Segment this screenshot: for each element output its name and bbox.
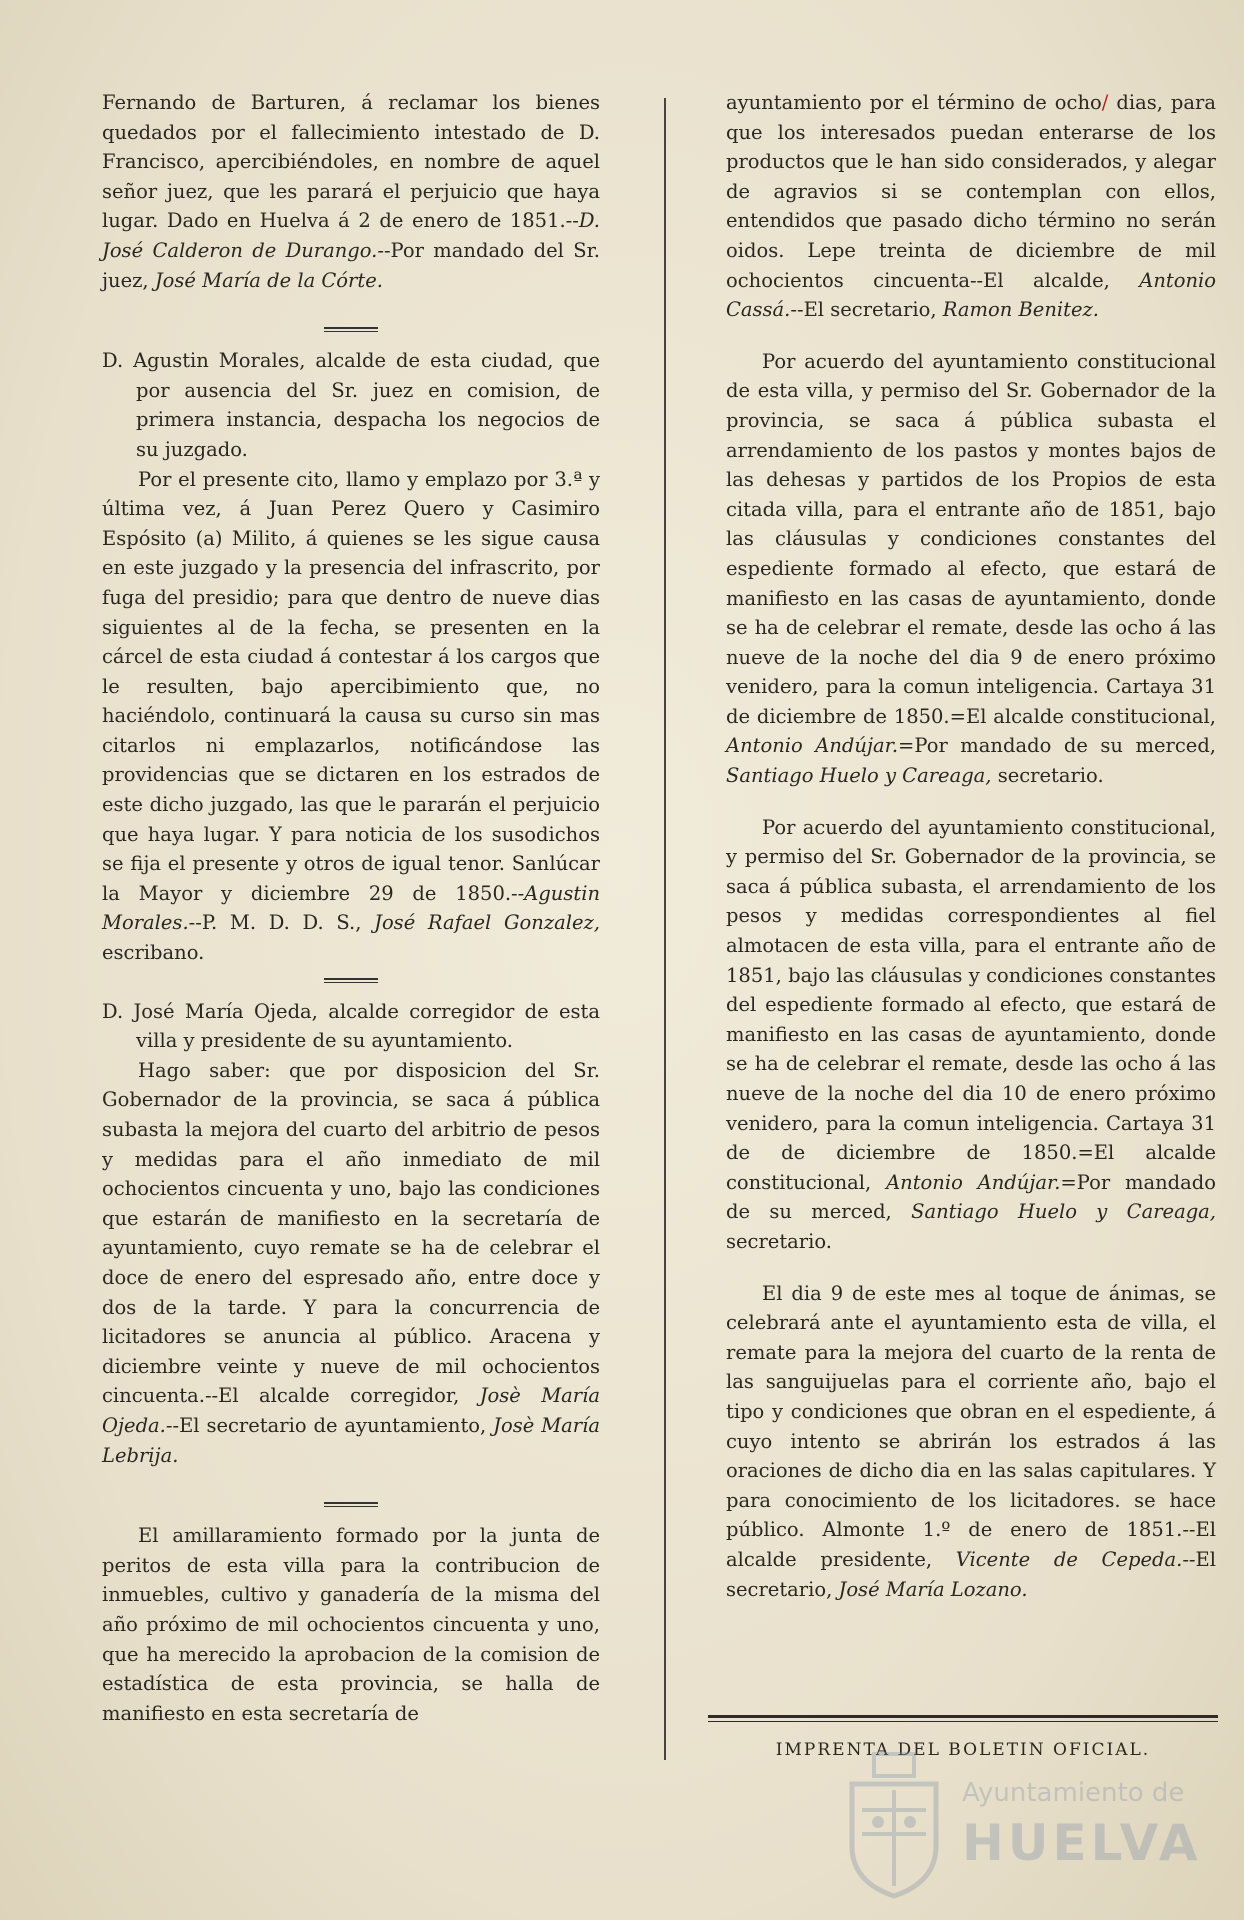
left-column <box>102 88 600 1728</box>
notice-ojeda-body: Hago saber: que por disposicion del Sr. Gobernador de la provincia, se saca á pública subasta la mejora del cuarto del arbitrio de pesos y medidas para el año inmediato de mil ochocientos cincuenta y uno, bajo las condiciones que estarán de manifiesto en la secretaría de ayuntamiento, cuyo remate se ha de celebrar el doce de enero del espresado año, entre doce y dos de la tarde. Y para la concurrencia de licitadores se anuncia al público. Aracena y diciembre veinte y nueve de mil ochocientos cincuenta.--El alcalde corregidor, Josè María Ojeda.--El secretario de ayuntamiento, Josè María Lebrija. <box>102 1058 600 1467</box>
archive-watermark <box>838 1730 1228 1910</box>
notice-sanguijuelas: El dia 9 de este mes al toque de ánimas, se celebrará ante el ayuntamiento esta de villa, el remate para la mejora del cuarto de la renta de las sanguijuelas para el corriente año, bajo el tipo y condiciones que obran en el espediente, á cuyo intento se abrirán los estrados á las oraciones de dicho dia en las salas capitulares. Y para conocimiento de los licitadores. se hace público. Almonte 1.º de enero de 1851.--El alcalde presidente, Vicente de Cepeda.--El secretario, José María Lozano. <box>726 1281 1216 1601</box>
notice-barturen: Fernando de Barturen, á reclamar los bienes quedados por el fallecimiento intestado de D. Francisco, apercibiéndoles, en nombre de aquel señor juez, que les parará el perjuicio que haya lugar. Dado en Huelva á 2 de enero de 1851.--D. José Calderon de Durango.--Por mandado del Sr. juez, José María de la Córte. <box>102 91 600 292</box>
notice-amillaramiento: El amillaramiento formado por la junta de peritos de esta villa para la contribucion de inmuebles, cultivo y ganadería de la misma del año próximo de mil ochocientos cincuenta y uno, que ha merecido la aprobacion de la comision de estadística de esta provincia, se halla de manifiesto en esta secretaría de <box>102 1524 600 1725</box>
notice-pastos-subasta: Por acuerdo del ayuntamiento constitucional de esta villa, y permiso del Sr. Gobernador de la provincia, se saca á pública subasta el arrendamiento de los pastos y montes bajos de las dehesas y partidos de los Propios de esta citada villa, para el entrante año de 1851, bajo las cláusulas y condiciones constantes del espediente formado al efecto, que estará de manifiesto en las casas de ayuntamiento, donde se ha de celebrar el remate, desde las ocho á las nueve de la noche del dia 9 de enero próximo venidero, para la comun inteligencia. Cartaya 31 de diciembre de 1850.=El alcalde constitucional, Antonio Andújar.=Por mandado de su merced, Santiago Huelo y Careaga, secretario. <box>726 349 1216 788</box>
notice-pesos-medidas: Por acuerdo del ayuntamiento constitucional, y permiso del Sr. Gobernador de la provincia, se saca á pública subasta, el arrendamiento de los pesos y medidas correspondientes al fiel almotacen de esta villa, para el entrante año de 1851, bajo las cláusulas y condiciones constantes del espediente formado al efecto, que estará de manifiesto en las casas de ayuntamiento, donde se ha de celebrar el remate, desde las ocho á las nueve de la noche del dia 10 de enero próximo venidero, para la comun inteligencia. Cartaya 31 de de diciembre de 1850.=El alcalde constitucional, Antonio Andújar.=Por mandado de su merced, Santiago Huelo y Careaga, secretario. <box>726 815 1216 1253</box>
separator-rule <box>324 1502 378 1507</box>
separator-rule <box>324 978 378 983</box>
red-pencil-mark: / <box>1101 91 1109 114</box>
notice-morales-heading: D. Agustin Morales, alcalde de esta ciudad, que por ausencia del Sr. juez en comision, de primera instancia, despacha los negocios de su juzgado. <box>102 349 600 461</box>
notice-morales-body: Por el presente cito, llamo y emplazo por 3.ª y última vez, á Juan Perez Quero y Casimiro Espósito (a) Milito, á quienes se les sigue causa en este juzgado y la presencia del infrascrito, por fuga del presidio; para que dentro de nueve dias siguientes al de la fecha, se presenten en la cárcel de esta ciudad á contestar á los cargos que le resulten, bajo apercibimiento que, no haciéndolo, continuará la causa su curso sin mas citarlos ni emplazarlos, notificándose las providencias que se dictaren en los estrados de este dicho juzgado, las que le pararán el perjuicio que haya lugar. Y para noticia de los susodichos se fija el presente y otros de igual tenor. Sanlúcar la Mayor y diciembre 29 de 1850.--Agustin Morales.--P. M. D. D. S., José Rafael Gonzalez, escribano. <box>102 467 600 965</box>
coat-of-arms-icon <box>838 1750 950 1900</box>
column-divider <box>664 98 666 1760</box>
separator-rule <box>324 327 378 332</box>
footer-rule <box>708 1715 1218 1722</box>
watermark-line2: HUELVA <box>962 1814 1202 1872</box>
watermark-line1: Ayuntamiento de <box>962 1778 1185 1808</box>
notice-ojeda-heading: D. José María Ojeda, alcalde corregidor de esta villa y presidente de su ayuntamiento. <box>102 999 600 1053</box>
notice-amillaramiento-continued: ayuntamiento por el término de ocho/ dias, para que los interesados puedan enterarse de los productos que le han sido considerados, y alegar de agravios si se contemplan con ellos, entendidos que pasado dicho término no serán oidos. Lepe treinta de diciembre de mil ochocientos cincuenta--El alcalde, Antonio Cassá.--El secretario, Ramon Benitez. <box>726 91 1216 322</box>
right-column <box>726 88 1216 1604</box>
imprint-footer: IMPRENTA DEL BOLETIN OFICIAL. <box>775 1740 1151 1760</box>
